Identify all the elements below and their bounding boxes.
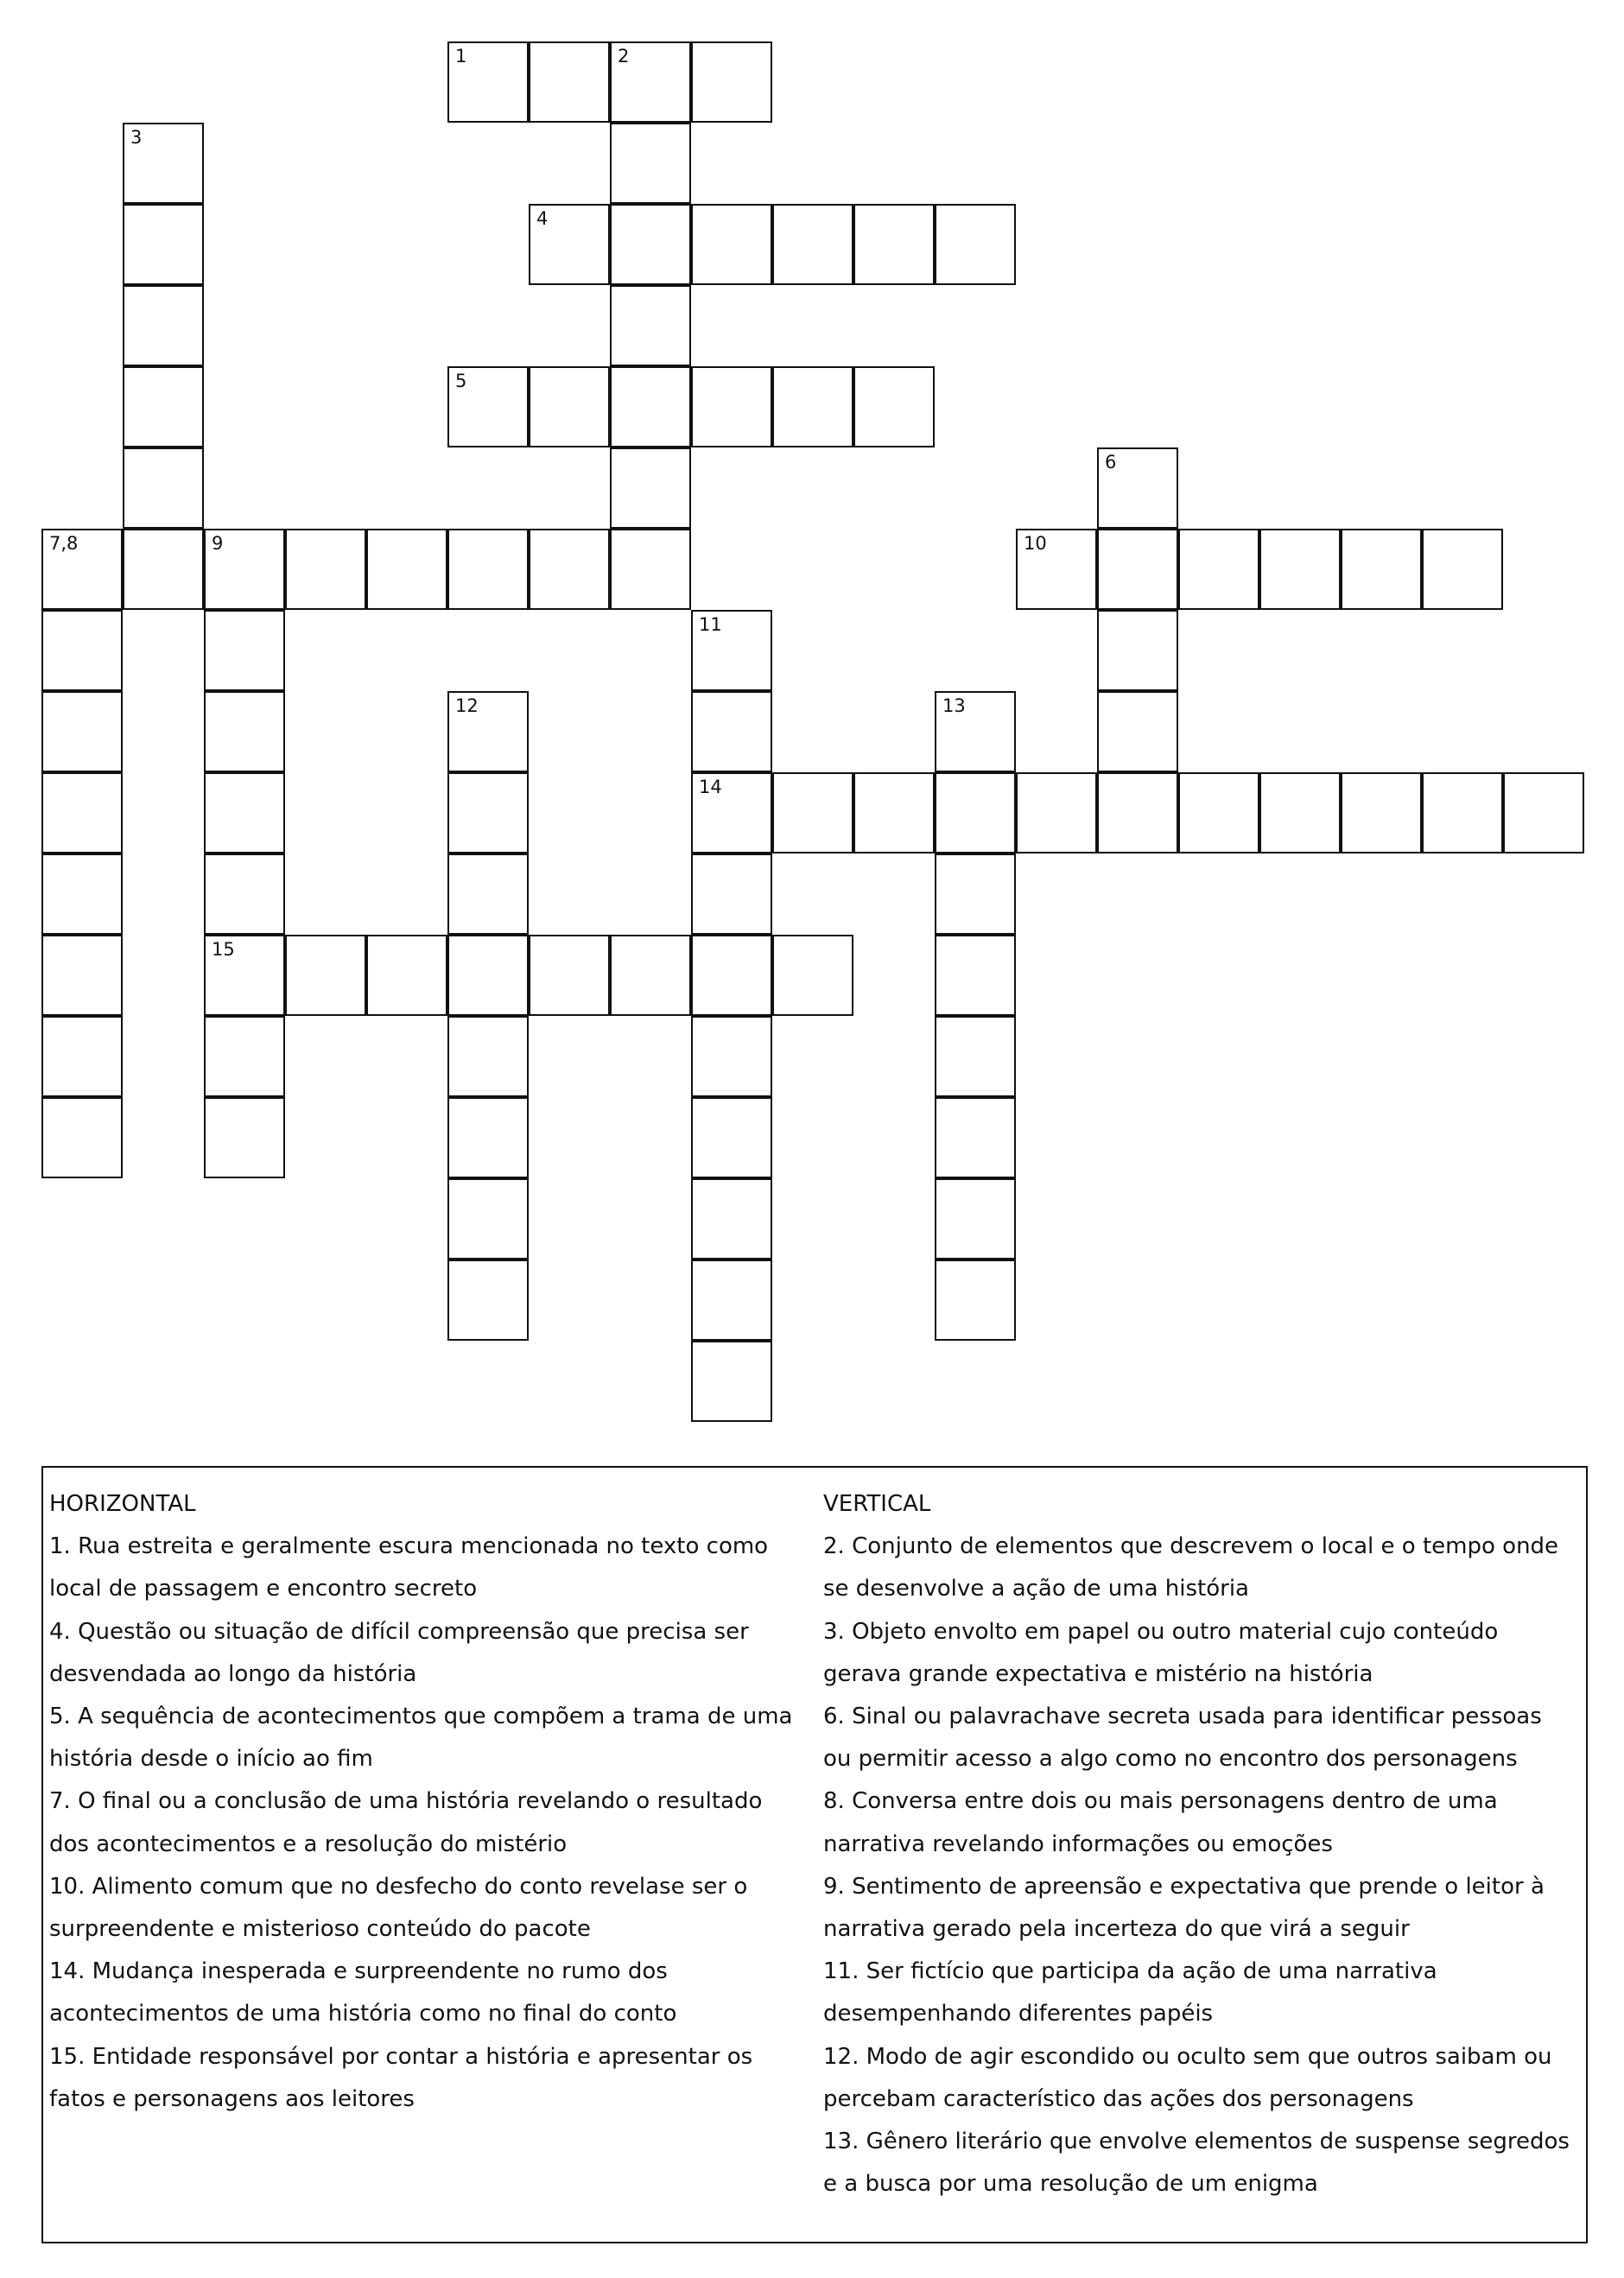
grid-cell[interactable] [691, 1341, 772, 1422]
grid-cell[interactable] [853, 204, 935, 285]
grid-cell[interactable] [772, 204, 853, 285]
grid-cell[interactable] [41, 1016, 123, 1097]
grid-cell[interactable] [935, 1260, 1016, 1341]
grid-cell[interactable] [204, 691, 285, 772]
grid-cell[interactable] [529, 366, 610, 447]
grid-cell[interactable] [935, 772, 1016, 853]
grid-cell[interactable] [447, 935, 529, 1016]
grid-cell[interactable] [691, 204, 772, 285]
vertical-clues-column [823, 1483, 1583, 2205]
grid-cell[interactable] [772, 935, 853, 1016]
grid-cell[interactable] [853, 772, 935, 853]
clue-number: 1 [455, 46, 467, 67]
clue-v-2b: se desenvolve a ação de uma história [823, 1576, 1249, 1602]
clue-h-4b: desvendada ao longo da história [49, 1660, 417, 1687]
grid-cell[interactable] [529, 935, 610, 1016]
clue-h-15a: 15. Entidade responsável por contar a história e apresentar os [49, 2043, 753, 2070]
grid-cell[interactable] [41, 772, 123, 853]
grid-cell[interactable] [1259, 529, 1341, 610]
clue-number: 9 [212, 533, 224, 554]
grid-cell[interactable] [610, 447, 691, 529]
clue-number: 2 [618, 46, 630, 67]
clue-v-9b: narrativa gerado pela incerteza do que virá a seguir [823, 1916, 1410, 1943]
clue-v-6b: ou permitir acesso a algo como no encontro dos personagens [823, 1746, 1518, 1773]
grid-cell[interactable] [610, 123, 691, 204]
grid-cell[interactable] [1422, 529, 1503, 610]
grid-cell[interactable] [41, 1097, 123, 1178]
grid-cell[interactable] [1097, 772, 1178, 853]
grid-cell[interactable] [123, 529, 204, 610]
clue-h-1b: local de passagem e encontro secreto [49, 1576, 478, 1602]
grid-cell[interactable] [204, 772, 285, 853]
grid-cell[interactable] [935, 1097, 1016, 1178]
grid-cell[interactable] [691, 41, 772, 123]
grid-cell[interactable] [691, 366, 772, 447]
grid-cell[interactable] [610, 41, 691, 123]
grid-cell[interactable] [853, 366, 935, 447]
clue-v-2a: 2. Conjunto de elementos que descrevem o local e o tempo onde [823, 1533, 1559, 1560]
clue-number: 12 [455, 695, 479, 716]
grid-cell[interactable] [935, 853, 1016, 935]
grid-cell[interactable] [1016, 772, 1097, 853]
clue-number: 13 [942, 695, 966, 716]
grid-cell[interactable] [935, 1016, 1016, 1097]
clue-h-4a: 4. Questão ou situação de difícil compreensão que precisa ser [49, 1618, 749, 1645]
grid-cell[interactable] [447, 1016, 529, 1097]
grid-cell[interactable] [691, 772, 772, 853]
clue-v-12b: percebam característico das ações dos personagens [823, 2085, 1414, 2112]
grid-cell[interactable] [935, 1178, 1016, 1260]
grid-cell[interactable] [691, 691, 772, 772]
grid-cell[interactable] [447, 41, 529, 123]
grid-cell[interactable] [366, 529, 447, 610]
grid-cell[interactable] [1097, 610, 1178, 691]
grid-cell[interactable] [610, 204, 691, 285]
grid-cell[interactable] [1503, 772, 1584, 853]
clue-h-14b: acontecimentos de uma história como no final do conto [49, 2001, 677, 2027]
grid-cell[interactable] [610, 366, 691, 447]
grid-cell[interactable] [447, 772, 529, 853]
grid-cell[interactable] [610, 935, 691, 1016]
clue-v-13b: e a busca por uma resolução de um enigma [823, 2171, 1318, 2198]
clue-number: 4 [536, 208, 549, 229]
clue-number: 10 [1024, 533, 1047, 554]
grid-cell[interactable] [123, 447, 204, 529]
grid-cell[interactable] [1178, 529, 1259, 610]
grid-cell[interactable] [123, 285, 204, 366]
clue-v-11a: 11. Ser fictício que participa da ação de uma narrativa [823, 1958, 1437, 1985]
grid-cell[interactable] [123, 123, 204, 204]
grid-cell[interactable] [41, 691, 123, 772]
clue-h-1a: 1. Rua estreita e geralmente escura mencionada no texto como [49, 1533, 769, 1560]
horizontal-clues-column [49, 1483, 809, 2121]
clue-h-7b: dos acontecimentos e a resolução do mistério [49, 1831, 568, 1857]
grid-cell[interactable] [285, 529, 366, 610]
clue-h-7a: 7. O final ou a conclusão de uma história revelando o resultado [49, 1788, 763, 1815]
grid-cell[interactable] [204, 610, 285, 691]
grid-cell[interactable] [447, 529, 529, 610]
grid-cell[interactable] [204, 853, 285, 935]
clue-number: 14 [699, 777, 722, 797]
grid-cell[interactable] [447, 853, 529, 935]
grid-cell[interactable] [691, 853, 772, 935]
grid-cell[interactable] [204, 1016, 285, 1097]
grid-cell[interactable] [1259, 772, 1341, 853]
clue-h-10b: surpreendente e misterioso conteúdo do pacote [49, 1916, 591, 1943]
grid-cell[interactable] [935, 691, 1016, 772]
grid-cell[interactable] [691, 1260, 772, 1341]
grid-cell[interactable] [204, 529, 285, 610]
grid-cell[interactable] [41, 853, 123, 935]
clue-v-12a: 12. Modo de agir escondido ou oculto sem que outros saibam ou [823, 2043, 1552, 2070]
grid-cell[interactable] [1097, 529, 1178, 610]
vertical-heading: VERTICAL [823, 1491, 931, 1517]
grid-cell[interactable] [691, 610, 772, 691]
clue-h-5a: 5. A sequência de acontecimentos que compõem a trama de uma [49, 1704, 793, 1730]
grid-cell[interactable] [1341, 529, 1422, 610]
clue-number: 15 [212, 939, 235, 960]
grid-cell[interactable] [610, 285, 691, 366]
grid-cell[interactable] [1097, 691, 1178, 772]
grid-cell[interactable] [529, 41, 610, 123]
grid-cell[interactable] [935, 935, 1016, 1016]
grid-cell[interactable] [691, 1178, 772, 1260]
grid-cell[interactable] [1016, 529, 1097, 610]
grid-cell[interactable] [691, 1016, 772, 1097]
grid-cell[interactable] [447, 366, 529, 447]
grid-cell[interactable] [691, 1097, 772, 1178]
grid-cell[interactable] [1422, 772, 1503, 853]
horizontal-heading: HORIZONTAL [49, 1491, 196, 1517]
grid-cell[interactable] [41, 529, 123, 610]
clue-v-8a: 8. Conversa entre dois ou mais personagens dentro de uma [823, 1788, 1498, 1815]
grid-cell[interactable] [447, 1260, 529, 1341]
grid-cell[interactable] [204, 935, 285, 1016]
grid-cell[interactable] [204, 1097, 285, 1178]
grid-cell[interactable] [447, 691, 529, 772]
grid-cell[interactable] [447, 1097, 529, 1178]
grid-cell[interactable] [529, 204, 610, 285]
clue-h-5b: história desde o início ao fim [49, 1746, 373, 1773]
grid-cell[interactable] [1097, 447, 1178, 529]
grid-cell[interactable] [691, 935, 772, 1016]
clue-number: 5 [455, 371, 467, 391]
grid-cell[interactable] [123, 366, 204, 447]
clue-v-8b: narrativa revelando informações ou emoções [823, 1831, 1333, 1857]
clues-box [41, 1466, 1588, 2243]
clue-v-6a: 6. Sinal ou palavrachave secreta usada para identificar pessoas [823, 1704, 1542, 1730]
clue-number: 7,8 [49, 533, 79, 554]
clue-number: 3 [130, 127, 143, 148]
grid-cell[interactable] [1341, 772, 1422, 853]
clue-h-15b: fatos e personagens aos leitores [49, 2085, 415, 2112]
grid-cell[interactable] [529, 529, 610, 610]
grid-cell[interactable] [772, 772, 853, 853]
clue-v-11b: desempenhando diferentes papéis [823, 2001, 1214, 2027]
clue-h-10a: 10. Alimento comum que no desfecho do conto revelase ser o [49, 1873, 748, 1900]
clue-number: 11 [699, 614, 722, 635]
clue-v-13a: 13. Gênero literário que envolve elementos de suspense segredos [823, 2129, 1570, 2155]
grid-cell[interactable] [123, 204, 204, 285]
grid-cell[interactable] [610, 529, 691, 610]
grid-cell[interactable] [41, 935, 123, 1016]
clue-v-3a: 3. Objeto envolto em papel ou outro material cujo conteúdo [823, 1618, 1499, 1645]
clue-v-3b: gerava grande expectativa e mistério na história [823, 1660, 1373, 1687]
clue-number: 6 [1105, 452, 1117, 473]
grid-cell[interactable] [366, 935, 447, 1016]
grid-cell[interactable] [935, 204, 1016, 285]
grid-cell[interactable] [1178, 772, 1259, 853]
clue-h-14a: 14. Mudança inesperada e surpreendente no rumo dos [49, 1958, 668, 1985]
grid-cell[interactable] [41, 610, 123, 691]
grid-cell[interactable] [285, 935, 366, 1016]
grid-cell[interactable] [772, 366, 853, 447]
grid-cell[interactable] [447, 1178, 529, 1260]
clue-v-9a: 9. Sentimento de apreensão e expectativa que prende o leitor à [823, 1873, 1545, 1900]
